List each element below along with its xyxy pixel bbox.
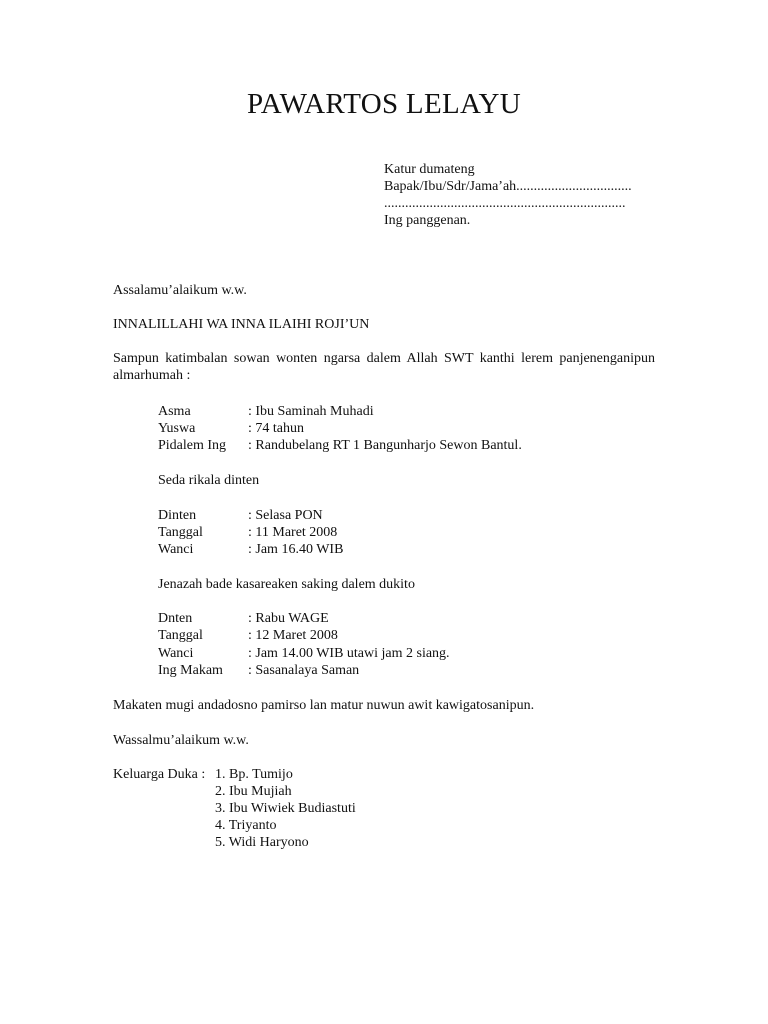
address-line-3: .....................................................................	[384, 196, 626, 211]
detail-label: Dnten	[158, 611, 193, 626]
greeting: Assalamu’alaikum w.w.	[113, 283, 247, 298]
burial-row-cemetery	[158, 662, 359, 679]
detail-value: : 12 Maret 2008	[248, 628, 338, 643]
detail-value: : Jam 14.00 WIB utawi jam 2 siang.	[248, 646, 450, 661]
burial-row-time	[158, 645, 450, 662]
document-title: PAWARTOS LELAYU	[246, 88, 522, 120]
detail-label: Wanci	[158, 542, 194, 557]
family-member: 4. Triyanto	[215, 818, 277, 833]
detail-label: Tanggal	[158, 628, 203, 643]
detail-label: Asma	[158, 404, 191, 419]
family-member: 3. Ibu Wiwiek Budiastuti	[215, 801, 356, 816]
detail-row-residence	[158, 437, 522, 454]
detail-value: : Rabu WAGE	[248, 611, 329, 626]
burial-row-date	[158, 627, 338, 644]
detail-label: Wanci	[158, 646, 194, 661]
detail-row-age	[158, 420, 304, 437]
farewell-text: Wassalmu’alaikum w.w.	[113, 733, 249, 748]
detail-value: : 74 tahun	[248, 421, 304, 436]
detail-value: : Jam 16.40 WIB	[248, 542, 344, 557]
detail-label: Ing Makam	[158, 663, 223, 678]
address-line-4: Ing panggenan.	[384, 213, 471, 228]
death-row-day	[158, 507, 323, 524]
family-label: Keluarga Duka :	[113, 767, 206, 782]
detail-row-name	[158, 403, 374, 420]
detail-value: : Sasanalaya Saman	[248, 663, 360, 678]
detail-value: : Selasa PON	[248, 508, 323, 523]
detail-label: Pidalem Ing	[158, 438, 227, 453]
death-intro: Seda rikala dinten	[158, 473, 260, 488]
burial-intro: Jenazah bade kasareaken saking dalem dukito	[158, 577, 415, 592]
detail-label: Dinten	[158, 508, 197, 523]
address-line-1: Katur dumateng	[384, 162, 475, 177]
detail-label: Yuswa	[158, 421, 196, 436]
burial-row-day	[158, 610, 329, 627]
family-block	[113, 766, 356, 851]
announcement-paragraph: Sampun katimbalan sowan wonten ngarsa dalem Allah SWT kanthi lerem panjenenganipun almarhumah :	[113, 351, 655, 383]
address-block	[384, 161, 664, 229]
detail-value: : Ibu Saminah Muhadi	[248, 404, 374, 419]
closing-text: Makaten mugi andadosno pamirso lan matur nuwun awit kawigatosanipun.	[113, 698, 535, 713]
death-row-time	[158, 541, 343, 558]
detail-label: Tanggal	[158, 525, 203, 540]
detail-value: : 11 Maret 2008	[248, 525, 338, 540]
death-row-date	[158, 524, 337, 541]
family-member: 2. Ibu Mujiah	[215, 784, 292, 799]
address-line-2: Bapak/Ibu/Sdr/Jama’ah.................................	[384, 179, 632, 194]
invocation: INNALILLAHI WA INNA ILAIHI ROJI’UN	[113, 317, 370, 332]
detail-value: : Randubelang RT 1 Bangunharjo Sewon Bantul.	[248, 438, 522, 453]
family-member: 1. Bp. Tumijo	[215, 767, 293, 782]
family-member: 5. Widi Haryono	[215, 835, 309, 850]
